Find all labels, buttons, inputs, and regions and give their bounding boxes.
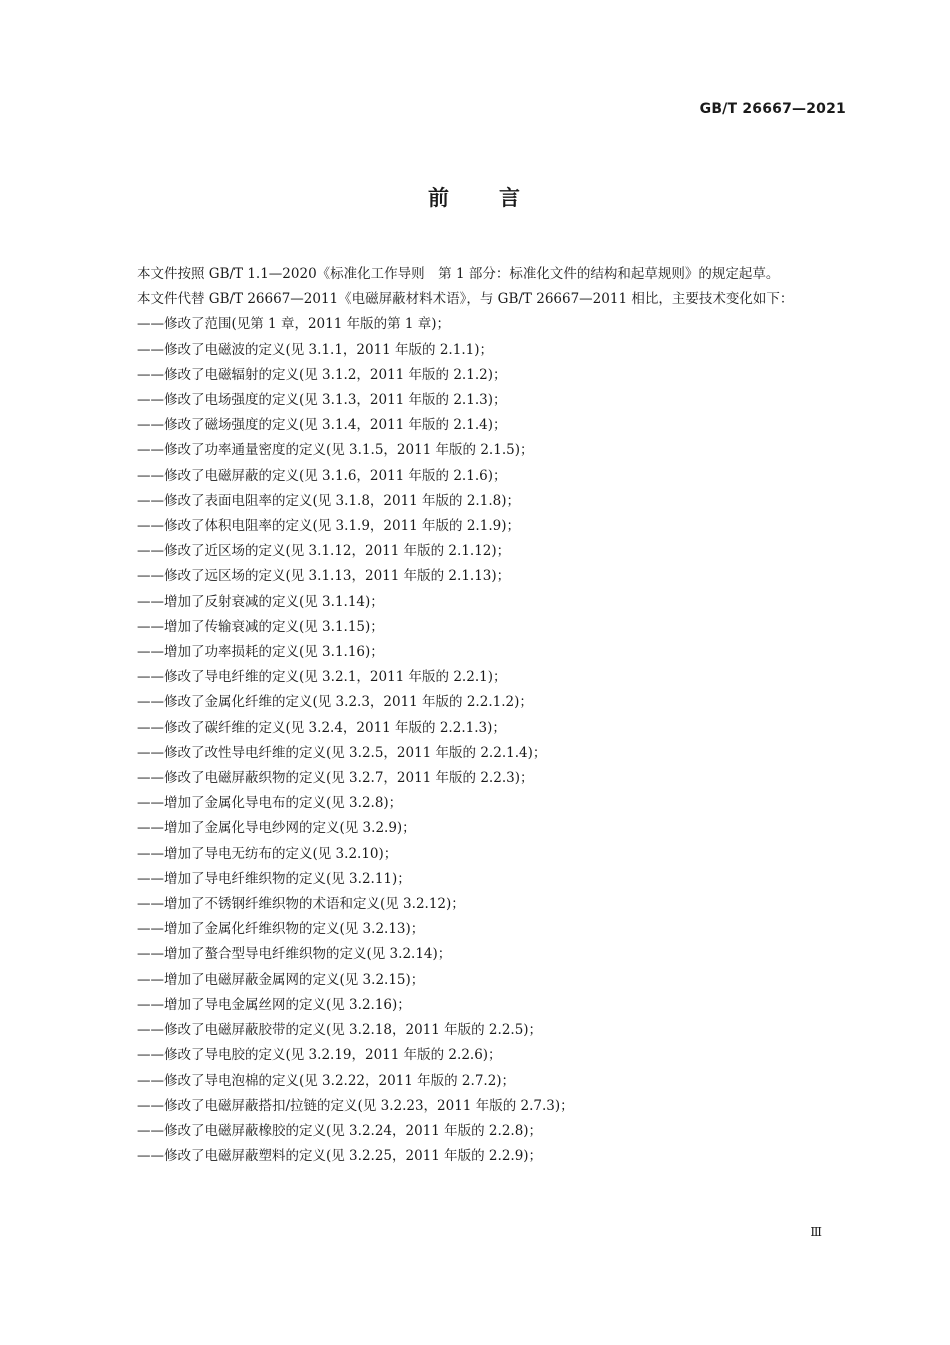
change-item: ——增加了金属化导电纱网的定义(见 3.2.9)； bbox=[137, 820, 416, 837]
change-item: ——修改了导电纤维的定义(见 3.2.1，2011 年版的 2.2.1)； bbox=[137, 669, 507, 686]
technical-changes-list bbox=[109, 312, 847, 1169]
change-item: ——增加了传输衰减的定义(见 3.1.15)； bbox=[137, 618, 384, 635]
change-item: ——增加了功率损耗的定义(见 3.1.16)； bbox=[137, 644, 384, 661]
paragraph-replacement: 本文件代替 GB/T 26667—2011《电磁屏蔽材料术语》，与 GB/T 26667—2011 相比，主要技术变化如下： bbox=[137, 291, 794, 308]
change-item: ——修改了碳纤维的定义(见 3.2.4，2011 年版的 2.2.1.3)； bbox=[137, 719, 506, 736]
change-item: ——修改了表面电阻率的定义(见 3.1.8，2011 年版的 2.1.8)； bbox=[137, 492, 520, 509]
page-title bbox=[0, 182, 950, 212]
standard-number: GB/T 26667—2021 bbox=[699, 101, 846, 117]
change-item: ——修改了范围(见第 1 章，2011 年版的第 1 章)； bbox=[137, 316, 451, 333]
foreword-body bbox=[109, 262, 847, 1169]
change-item: ——增加了反射衰减的定义(见 3.1.14)； bbox=[137, 593, 384, 610]
change-item: ——增加了导电无纺布的定义(见 3.2.10)； bbox=[137, 845, 398, 862]
change-item: ——修改了近区场的定义(见 3.1.12，2011 年版的 2.1.12)； bbox=[137, 543, 511, 560]
title-char-2: 言 bbox=[499, 186, 522, 210]
change-item: ——修改了体积电阻率的定义(见 3.1.9，2011 年版的 2.1.9)； bbox=[137, 518, 520, 535]
change-item: ——增加了电磁屏蔽金属网的定义(见 3.2.15)； bbox=[137, 971, 425, 988]
change-item: ——增加了金属化导电布的定义(见 3.2.8)； bbox=[137, 795, 403, 812]
change-item: ——修改了电磁屏蔽的定义(见 3.1.6，2011 年版的 2.1.6)； bbox=[137, 467, 507, 484]
change-item: ——增加了导电纤维织物的定义(见 3.2.11)； bbox=[137, 870, 411, 887]
change-item: ——修改了金属化纤维的定义(见 3.2.3，2011 年版的 2.2.1.2)； bbox=[137, 694, 533, 711]
change-item: ——修改了导电胶的定义(见 3.2.19，2011 年版的 2.2.6)； bbox=[137, 1047, 502, 1064]
change-item: ——修改了导电泡棉的定义(见 3.2.22，2011 年版的 2.7.2)； bbox=[137, 1072, 516, 1089]
change-item: ——增加了螯合型导电纤维织物的定义(见 3.2.14)； bbox=[137, 946, 452, 963]
change-item: ——修改了电磁屏蔽橡胶的定义(见 3.2.24，2011 年版的 2.2.8)； bbox=[137, 1122, 543, 1139]
change-item: ——增加了导电金属丝网的定义(见 3.2.16)； bbox=[137, 996, 411, 1013]
change-item: ——修改了电磁屏蔽胶带的定义(见 3.2.18，2011 年版的 2.2.5)； bbox=[137, 1022, 543, 1039]
page-number: Ⅲ bbox=[810, 1225, 822, 1239]
change-item: ——修改了电磁屏蔽织物的定义(见 3.2.7，2011 年版的 2.2.3)； bbox=[137, 770, 534, 787]
change-item: ——修改了远区场的定义(见 3.1.13，2011 年版的 2.1.13)； bbox=[137, 568, 511, 585]
change-item: ——修改了磁场强度的定义(见 3.1.4，2011 年版的 2.1.4)； bbox=[137, 417, 507, 434]
change-item: ——增加了不锈钢纤维织物的术语和定义(见 3.2.12)； bbox=[137, 896, 465, 913]
change-item: ——修改了电磁屏蔽塑料的定义(见 3.2.25，2011 年版的 2.2.9)； bbox=[137, 1148, 543, 1165]
change-item: ——增加了金属化纤维织物的定义(见 3.2.13)； bbox=[137, 921, 425, 938]
change-item: ——修改了电磁波的定义(见 3.1.1，2011 年版的 2.1.1)； bbox=[137, 341, 493, 358]
title-char-1: 前 bbox=[428, 186, 451, 210]
paragraph-drafting-rules: 本文件按照 GB/T 1.1—2020《标准化工作导则 第 1 部分：标准化文件的结构和起草规则》的规定起草。 bbox=[137, 266, 780, 282]
change-item: ——修改了电磁辐射的定义(见 3.1.2，2011 年版的 2.1.2)； bbox=[137, 366, 507, 383]
change-item: ——修改了功率通量密度的定义(见 3.1.5，2011 年版的 2.1.5)； bbox=[137, 442, 534, 459]
change-item: ——修改了电磁屏蔽搭扣/拉链的定义(见 3.2.23，2011 年版的 2.7.3)； bbox=[137, 1097, 574, 1114]
change-item: ——修改了电场强度的定义(见 3.1.3，2011 年版的 2.1.3)； bbox=[137, 392, 507, 409]
change-item: ——修改了改性导电纤维的定义(见 3.2.5，2011 年版的 2.2.1.4)； bbox=[137, 744, 547, 761]
